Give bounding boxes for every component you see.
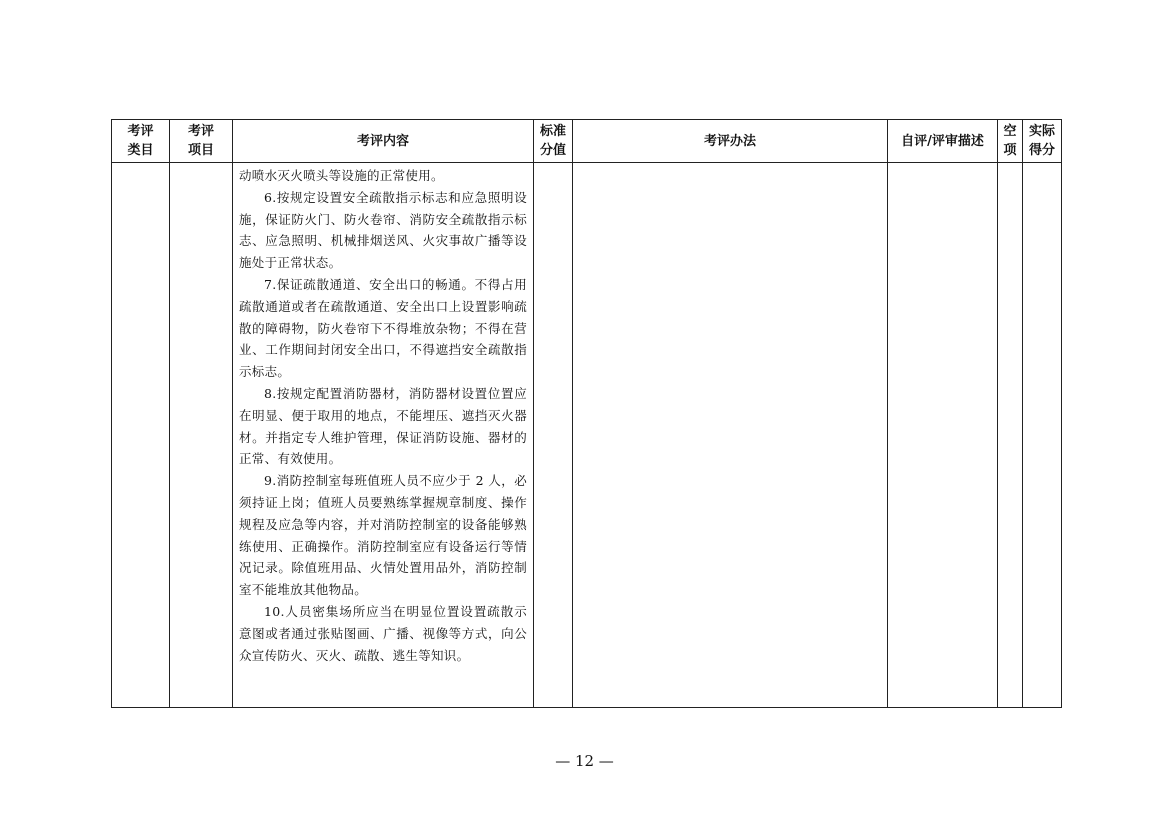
evaluation-table — [111, 119, 1062, 708]
content-cell — [233, 163, 534, 708]
content-paragraph: 9.消防控制室每班值班人员不应少于 2 人，必须持证上岗；值班人员要熟练掌握规章制度、操作规程及应急等内容，并对消防控制室的设备能够熟练使用、正确操作。消防控制室应有设备运行等情况记录。除值班用品、火情处置用品外，消防控制室不能堆放其他物品。 — [239, 473, 527, 598]
header-category: 考评 类目 — [112, 120, 170, 163]
header-method: 考评办法 — [573, 120, 888, 163]
header-empty-item: 空 项 — [998, 120, 1023, 163]
header-row — [112, 120, 1062, 163]
header-item: 考评 项目 — [170, 120, 233, 163]
self-review-cell — [888, 163, 998, 708]
header-standard-score: 标准 分值 — [534, 120, 573, 163]
table-row — [112, 163, 1062, 708]
standard-score-cell — [534, 163, 573, 708]
header-content: 考评内容 — [233, 120, 534, 163]
content-paragraph: 6.按规定设置安全疏散指示标志和应急照明设施，保证防火门、防火卷帘、消防安全疏散指示标志、应急照明、机械排烟送风、火灾事故广播等设施处于正常状态。 — [239, 189, 527, 271]
actual-score-cell — [1023, 163, 1062, 708]
header-actual-score: 实际 得分 — [1023, 120, 1062, 163]
content-paragraph: 动喷水灭火喷头等设施的正常使用。 — [239, 168, 444, 183]
content-paragraph: 10.人员密集场所应当在明显位置设置疏散示意图或者通过张贴图画、广播、视像等方式，向公众宣传防火、灭火、疏散、逃生等知识。 — [239, 603, 527, 663]
item-cell — [170, 163, 233, 708]
category-cell — [112, 163, 170, 708]
content-paragraph: 7.保证疏散通道、安全出口的畅通。不得占用疏散通道或者在疏散通道、安全出口上设置影响疏散的障碍物，防火卷帘下不得堆放杂物；不得在营业、工作期间封闭安全出口，不得遮挡安全疏散指示标志。 — [239, 276, 527, 380]
empty-item-cell — [998, 163, 1023, 708]
method-cell — [573, 163, 888, 708]
content-paragraph: 8.按规定配置消防器材，消防器材设置位置应在明显、便于取用的地点，不能埋压、遮挡灭火器材。并指定专人维护管理，保证消防设施、器材的正常、有效使用。 — [239, 385, 527, 467]
header-self-review: 自评/评审描述 — [888, 120, 998, 163]
page-number: — 12 — — [555, 752, 614, 770]
